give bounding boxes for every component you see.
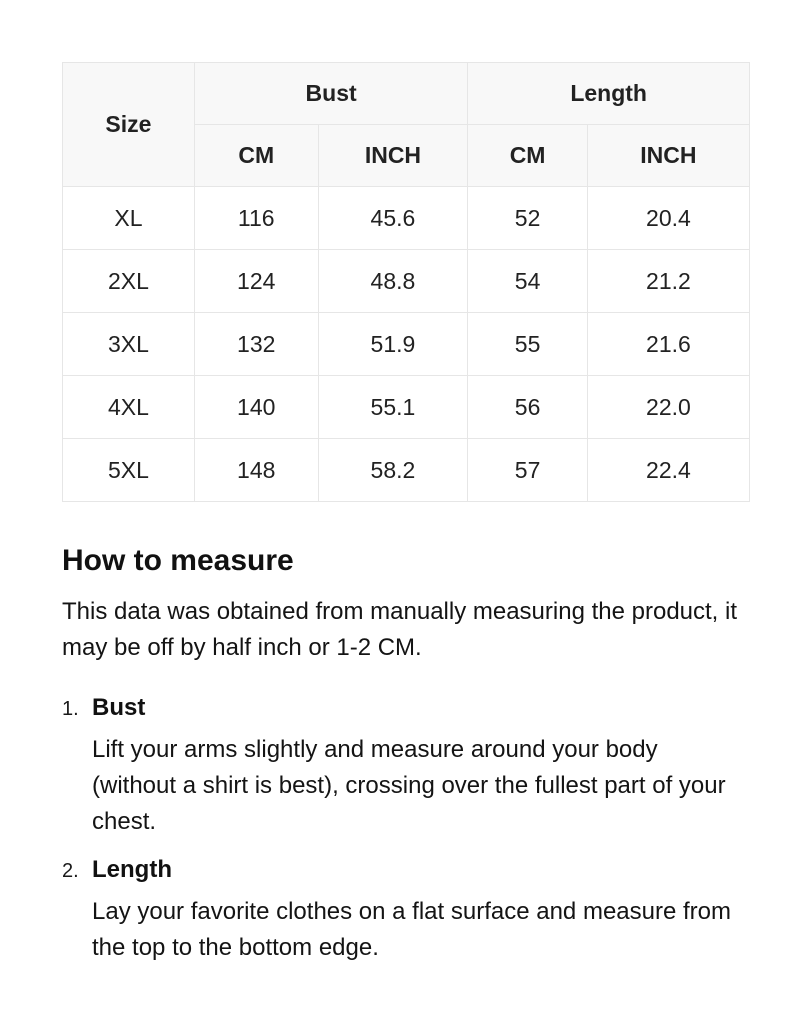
measure-steps-list xyxy=(62,692,738,966)
size-cell: 2XL xyxy=(63,250,195,313)
size-cell: 4XL xyxy=(63,376,195,439)
col-header-length-cm: CM xyxy=(468,125,588,187)
step-number: 2. xyxy=(62,860,79,882)
size-chart-body xyxy=(63,187,750,502)
table-row xyxy=(63,250,750,313)
how-to-measure-intro: This data was obtained from manually measuring the product, it may be off by half inch or 1-2 CM. xyxy=(62,598,738,661)
bust-inch-cell: 48.8 xyxy=(318,250,468,313)
bust-cm-cell: 140 xyxy=(194,376,318,439)
bust-cm-cell: 148 xyxy=(194,439,318,502)
size-cell: 5XL xyxy=(63,439,195,502)
col-header-size: Size xyxy=(63,63,195,187)
bust-inch-cell: 45.6 xyxy=(318,187,468,250)
step-number: 1. xyxy=(62,698,79,720)
col-header-bust-cm: CM xyxy=(194,125,318,187)
measure-step-length xyxy=(62,854,738,966)
measure-step-bust xyxy=(62,692,738,840)
col-header-bust-inch: INCH xyxy=(318,125,468,187)
step-heading xyxy=(62,692,738,724)
length-inch-cell: 21.6 xyxy=(587,313,749,376)
step-description: Lay your favorite clothes on a flat surface and measure from the top to the bottom edge. xyxy=(92,898,731,961)
bust-inch-cell: 51.9 xyxy=(318,313,468,376)
bust-cm-cell: 124 xyxy=(194,250,318,313)
col-header-length-inch: INCH xyxy=(587,125,749,187)
length-inch-cell: 22.0 xyxy=(587,376,749,439)
length-cm-cell: 52 xyxy=(468,187,588,250)
size-cell: XL xyxy=(63,187,195,250)
bust-inch-cell: 58.2 xyxy=(318,439,468,502)
col-group-length: Length xyxy=(468,63,750,125)
length-cm-cell: 55 xyxy=(468,313,588,376)
length-cm-cell: 57 xyxy=(468,439,588,502)
how-to-measure-title: How to measure xyxy=(62,544,294,577)
table-row xyxy=(63,187,750,250)
size-chart-table xyxy=(62,62,750,502)
size-cell: 3XL xyxy=(63,313,195,376)
length-cm-cell: 54 xyxy=(468,250,588,313)
step-heading xyxy=(62,854,738,886)
bust-cm-cell: 132 xyxy=(194,313,318,376)
table-row xyxy=(63,376,750,439)
col-group-bust: Bust xyxy=(194,63,467,125)
length-cm-cell: 56 xyxy=(468,376,588,439)
step-description: Lift your arms slightly and measure around your body (without a shirt is best), crossing over the fullest part of your chest. xyxy=(92,736,726,835)
size-chart-header xyxy=(63,63,750,187)
bust-cm-cell: 116 xyxy=(194,187,318,250)
length-inch-cell: 21.2 xyxy=(587,250,749,313)
length-inch-cell: 20.4 xyxy=(587,187,749,250)
header-group-row xyxy=(63,63,750,125)
step-label: Length xyxy=(92,856,172,883)
length-inch-cell: 22.4 xyxy=(587,439,749,502)
table-row xyxy=(63,313,750,376)
bust-inch-cell: 55.1 xyxy=(318,376,468,439)
step-label: Bust xyxy=(92,694,146,721)
table-row xyxy=(63,439,750,502)
